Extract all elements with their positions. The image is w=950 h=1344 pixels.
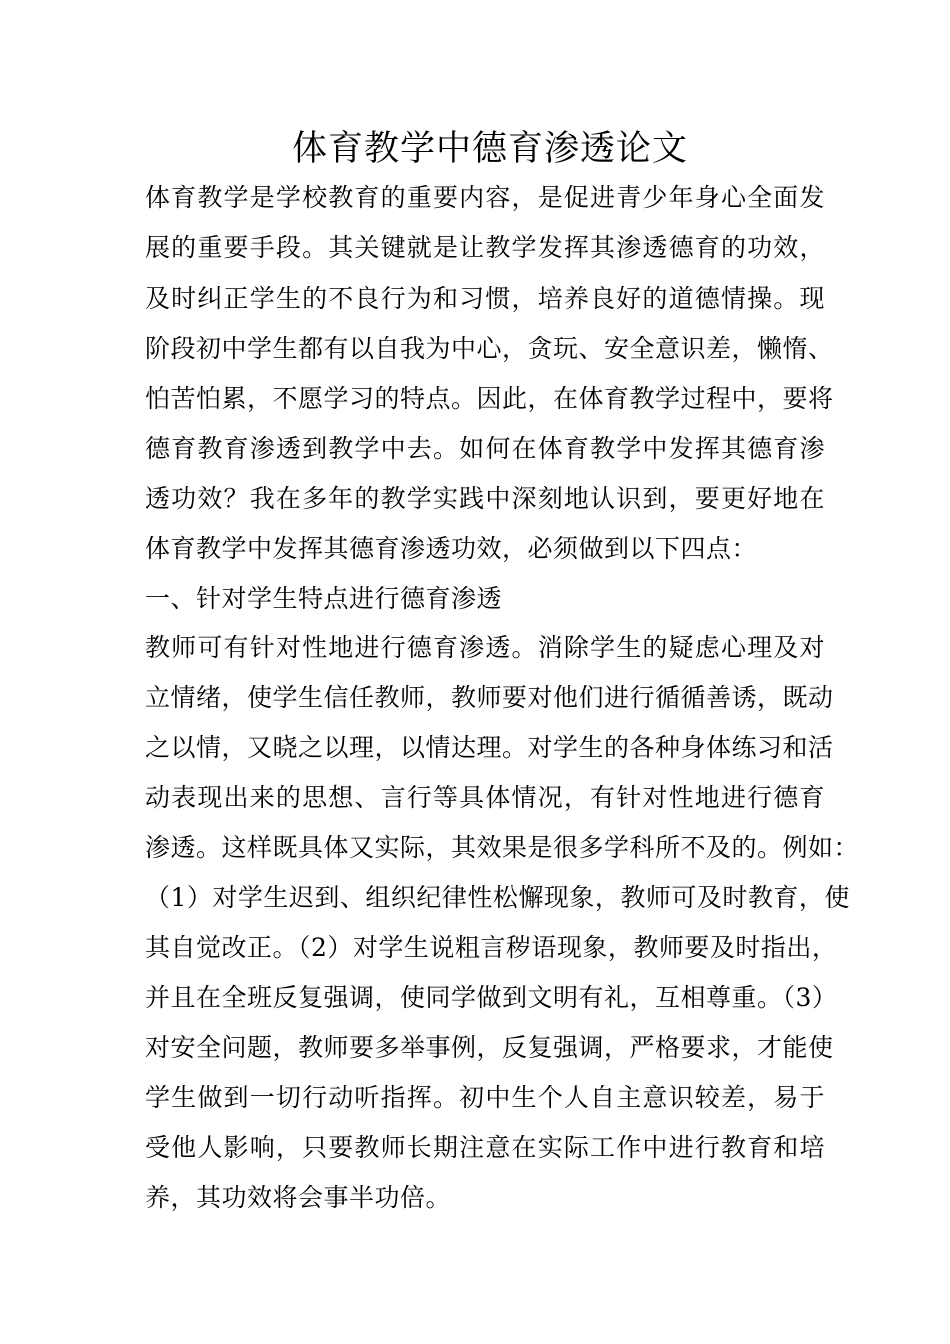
paragraph-line: 德育教育渗透到教学中去。如何在体育教学中发挥其德育渗 <box>145 434 825 463</box>
paragraph-line: 体育教学中发挥其德育渗透功效，必须做到以下四点： <box>145 534 758 563</box>
paragraph-line: 怕苦怕累，不愿学习的特点。因此，在体育教学过程中，要将 <box>145 384 834 413</box>
section-heading: 一、针对学生特点进行德育渗透 <box>145 584 503 613</box>
paragraph-line: 阶段初中学生都有以自我为中心，贪玩、安全意识差，懒惰、 <box>145 334 834 363</box>
paragraph-line: 并且在全班反复强调，使同学做到文明有礼，互相尊重。（3） <box>145 983 838 1012</box>
paragraph-line: 其自觉改正。（2）对学生说粗言秽语现象，教师要及时指出， <box>145 933 838 962</box>
paragraph-line: 受他人影响，只要教师长期注意在实际工作中进行教育和培 <box>145 1133 825 1162</box>
paragraph-line: 体育教学是学校教育的重要内容，是促进青少年身心全面发 <box>145 183 825 212</box>
paragraph-line: 渗透。这样既具体又实际，其效果是很多学科所不及的。例如： <box>145 833 860 862</box>
document-title: 体育教学中德育渗透论文 <box>291 129 688 169</box>
paragraph-line: 学生做到一切行动听指挥。初中生个人自主意识较差，易于 <box>145 1083 825 1112</box>
paragraph-line: 对安全问题，教师要多举事例，反复强调，严格要求，才能使 <box>145 1033 834 1062</box>
paragraph-line: 动表现出来的思想、言行等具体情况，有针对性地进行德育 <box>145 783 825 812</box>
paragraph-line: 养，其功效将会事半功倍。 <box>145 1183 452 1212</box>
paragraph-line: 之以情，又晓之以理，以情达理。对学生的各种身体练习和活 <box>145 733 834 762</box>
paragraph-line: 教师可有针对性地进行德育渗透。消除学生的疑虑心理及对 <box>145 633 825 662</box>
paragraph-line: 展的重要手段。其关键就是让教学发挥其渗透德育的功效， <box>145 233 825 262</box>
paragraph-line: 立情绪，使学生信任教师，教师要对他们进行循循善诱，既动 <box>145 683 834 712</box>
paragraph-line: （1）对学生迟到、组织纪律性松懈现象，教师可及时教育，使 <box>145 883 850 912</box>
paragraph-line: 透功效？我在多年的教学实践中深刻地认识到，要更好地在 <box>145 484 825 513</box>
paragraph-line: 及时纠正学生的不良行为和习惯，培养良好的道德情操。现 <box>145 284 825 313</box>
